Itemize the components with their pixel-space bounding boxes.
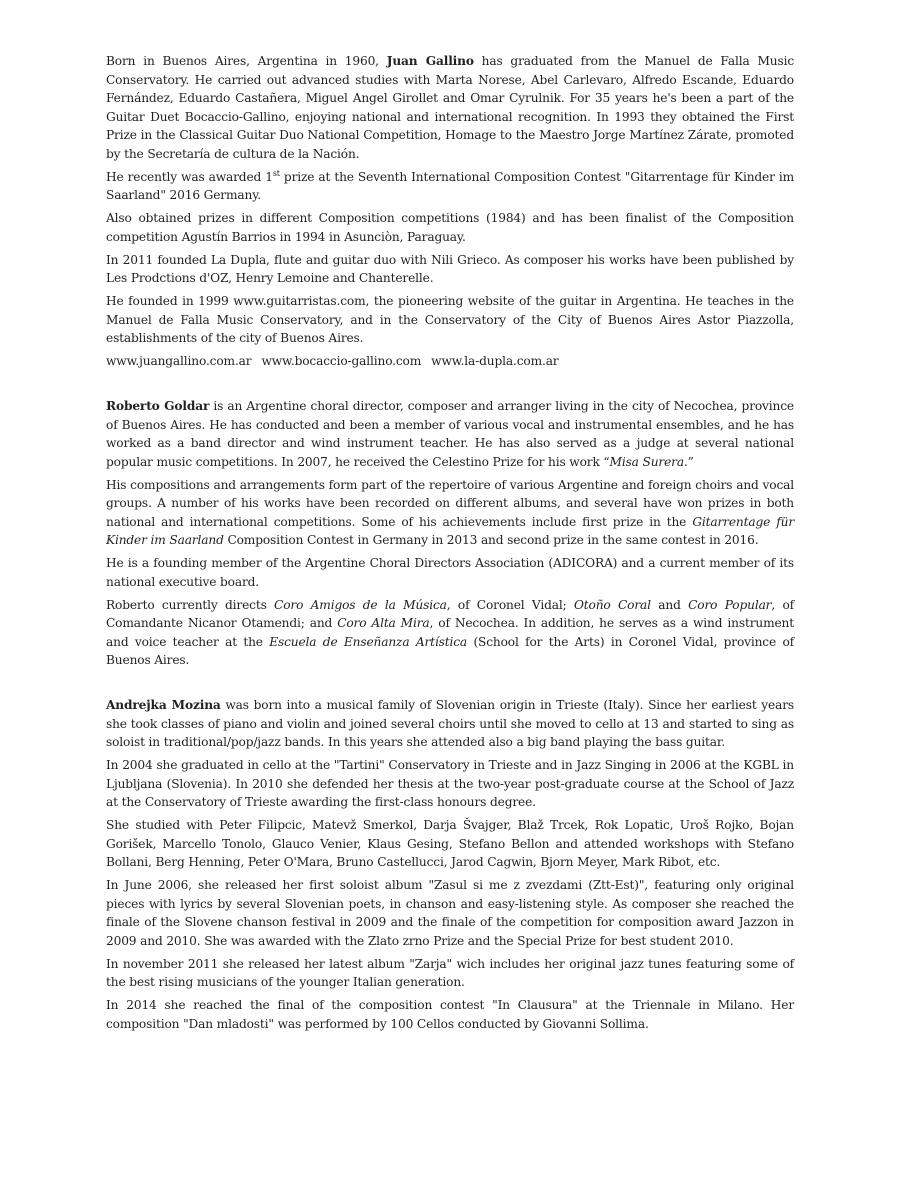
choir-name: Otoño Coral: [573, 597, 651, 612]
person-name: Juan Gallino: [386, 54, 474, 68]
bio-roberto-goldar: [106, 397, 794, 670]
text: Born in Buenos Aires, Argentina in 1960,: [106, 54, 387, 68]
choir-name: Coro Alta Mira: [337, 616, 430, 630]
paragraph: In 2011 founded La Dupla, flute and guitar duo with Nili Grieco. As composer his works have been published by Les Prodctions d'OZ, Henry Lemoine and Chanterelle.: [106, 252, 794, 285]
document-page: [106, 52, 794, 1038]
ordinal-suffix: st: [272, 168, 280, 178]
choir-name: Coro Popular: [688, 597, 772, 612]
text: , of Comandante Nicanor Otamendi; and: [106, 597, 795, 630]
paragraph: [106, 476, 794, 550]
text: Composition Contest in Germany in 2013 and second prize in the same contest in 2016.: [223, 533, 759, 547]
contest-title: Gitarrentage für Kinder im Saarland: [106, 514, 794, 547]
paragraph: [106, 397, 794, 471]
paragraph: [106, 168, 794, 205]
text: was born into a musical family of Slovenian origin in Trieste (Italy). Since her earliest years she took classes of piano and violin and joined several choirs until she moved to cello at 13 and started to sing as soloist in traditional/pop/jazz bands. In this years she attended also a big band playing the bass guitar.: [106, 698, 795, 749]
paragraph: Also obtained prizes in different Composition competitions (1984) and has been finalist of the Composition competition Agustín Barrios in 1994 in Asunciòn, Paraguay.: [106, 211, 794, 244]
text: is an Argentine choral director, composer and arranger living in the city of Necochea, province of Buenos Aires. He has conducted and been a member of various vocal and instrumental ensembles, and he has worked as a band director and wind instrument teacher. He has also served as a judge at several national popular music competitions. In 2007, he received the Celestino Prize for his work “: [106, 399, 794, 469]
text: has graduated from the Manuel de Falla Music Conservatory. He carried out advanced studies with Marta Norese, Abel Carlevaro, Alfredo Escande, Eduardo Fernández, Eduardo Castañera, Miguel Angel Girollet and Omar Cyrulnik. For 35 years he's been a part of the Guitar Duet Bocaccio-Gallino, enjoying national and international recognition. In 1993 they obtained the First Prize in the Classical Guitar Duo National Competition, Homage to the Maestro Jorge Martínez Zárate, promoted by the Secretaría de cultura de la Nación.: [106, 54, 794, 161]
school-name: Escuela de Enseñanza Artística: [269, 634, 468, 649]
bio-andrejka-mozina: [106, 696, 794, 1033]
text: (School for the Arts) in Coronel Vidal, province of Buenos Aires.: [106, 634, 794, 667]
website-link[interactable]: www.la-dupla.com.ar: [431, 354, 559, 368]
paragraph: He is a founding member of the Argentine Choral Directors Association (ADICORA) and a current member of its national executive board.: [106, 556, 794, 589]
person-name: Roberto Goldar: [106, 399, 210, 413]
text: He recently was awarded 1: [106, 169, 273, 184]
paragraph: In June 2006, she released her first soloist album "Zasul si me z zvezdami (Ztt-Est)", featuring only original pieces with lyrics by several Slovenian poets, in chanson and easy-listening style. As composer she reached the finale of the Slovene chanson festival in 2009 and the finale of the competition for composition award Jazzon in 2009 and 2010. She was awarded with the Zlato zrno Prize and the Special Prize for best student 2010.: [106, 878, 794, 948]
paragraph: [106, 52, 794, 163]
text: prize at the Seventh International Composition Contest "Gitarrentage für Kinder im Saarland" 2016 Germany.: [106, 169, 794, 202]
section-spacer: [106, 375, 794, 397]
text: .”: [683, 454, 694, 469]
paragraph: In 2004 she graduated in cello at the "Tartini" Conservatory in Trieste and in Jazz Singing in 2006 at the KGBL in Ljubljana (Slovenia). In 2010 she defended her thesis at the two-year post-graduate course at the School of Jazz at the Conservatory of Trieste awarding the first-class honours degree.: [106, 758, 794, 809]
paragraph: [106, 696, 794, 752]
bio-juan-gallino: [106, 52, 794, 371]
person-name: Andrejka Mozina: [106, 698, 221, 712]
paragraph: In november 2011 she released her latest album "Zarja" wich includes her original jazz tunes featuring some of the best rising musicians of the younger Italian generation.: [106, 956, 794, 989]
website-links: [106, 352, 794, 371]
text: and: [650, 597, 689, 612]
paragraph: She studied with Peter Filipcic, Matevž Smerkol, Darja Švajger, Blaž Trcek, Rok Lopatic, Uroš Rojko, Bojan Gorišek, Marcello Tonolo, Glauco Venier, Klaus Gesing, Stefano Bellon and attended workshops with Stefano Bollani, Berg Henning, Peter O'Mara, Bruno Castellucci, Jarod Cagwin, Bjorn Meyer, Mark Ribot, etc.: [106, 818, 794, 869]
website-link[interactable]: www.bocaccio-gallino.com: [261, 354, 422, 368]
text: , of Necochea. In addition, he serves as a wind instrument and voice teacher at the: [106, 616, 794, 649]
text: Roberto currently directs: [106, 597, 275, 612]
website-link[interactable]: www.juangallino.com.ar: [106, 354, 252, 368]
text: His compositions and arrangements form part of the repertoire of various Argentine and foreign choirs and vocal groups. A number of his works have been recorded on different albums, and several have won prizes in both national and international competitions. Some of his achievements include first prize in the: [106, 477, 794, 529]
choir-name: Coro Amigos de la Música: [274, 597, 447, 612]
paragraph: In 2014 she reached the final of the composition contest "In Clausura" at the Triennale in Milano. Her composition "Dan mladosti" was performed by 100 Cellos conducted by Giovanni Sollima.: [106, 998, 794, 1031]
paragraph: He founded in 1999 www.guitarristas.com, the pioneering website of the guitar in Argentina. He teaches in the Manuel de Falla Music Conservatory, and in the Conservatory of the City of Buenos Aires Astor Piazzolla, establishments of the city of Buenos Aires.: [106, 294, 794, 345]
text: , of Coronel Vidal;: [446, 597, 574, 612]
work-title: Misa Surera: [609, 454, 684, 469]
section-spacer: [106, 674, 794, 696]
paragraph: [106, 596, 794, 670]
